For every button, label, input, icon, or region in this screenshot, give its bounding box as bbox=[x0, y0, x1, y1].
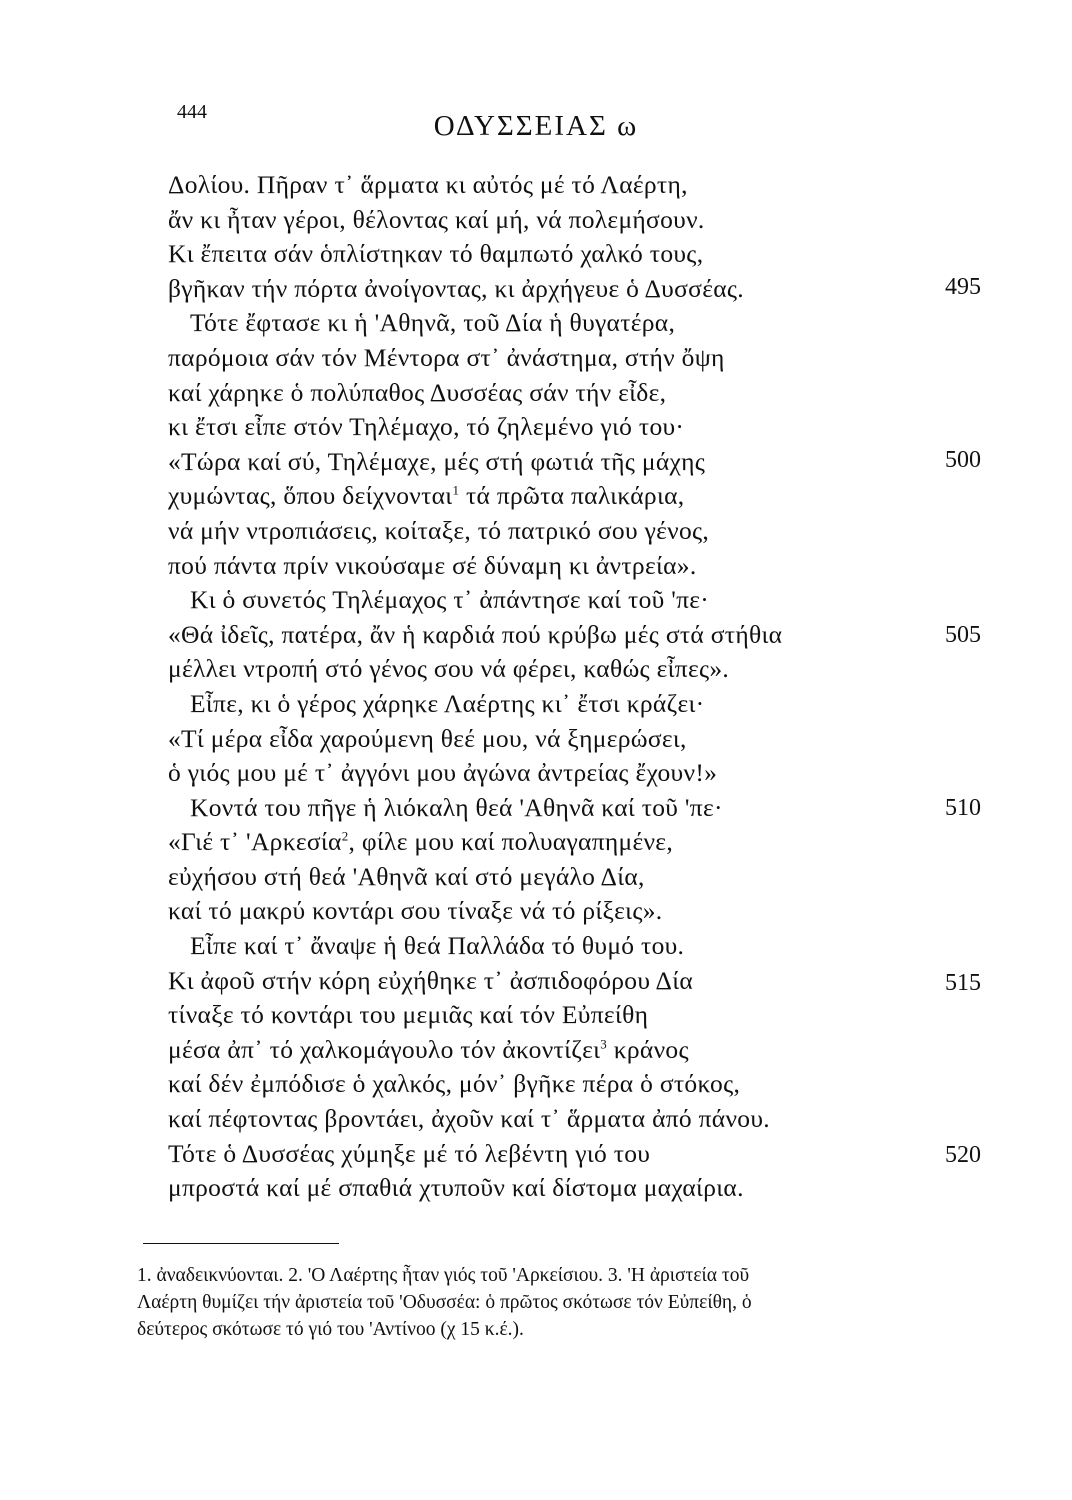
verse-text: «Τώρα καί σύ, Τηλέμαχε, μές στή φωτιά τῆς μάχης bbox=[168, 446, 706, 476]
verse-text: Εἶπε, κι ὁ γέρος χάρηκε Λαέρτης κι᾽ ἔτσι κράζει· bbox=[190, 688, 705, 718]
verse-text: καί δέν ἐμπόδισε ὁ χαλκός, μόν᾽ βγῆκε πέρα ὁ στόκος, bbox=[168, 1069, 741, 1099]
footnote-line: 1. ἀναδεικνύονται. 2. 'Ο Λαέρτης ἦταν γιός τοῦ 'Αρκείσιου. 3. 'Η ἀριστεία τοῦ bbox=[137, 1265, 750, 1286]
verse-text: Τότε ἔφτασε κι ἡ 'Αθηνᾶ, τοῦ Δία ἡ θυγατέρα, bbox=[190, 308, 676, 338]
verse-line bbox=[168, 341, 868, 376]
verse-line bbox=[168, 964, 868, 999]
verse-text: «Γιέ τ᾽ 'Αρκεσία bbox=[168, 827, 342, 857]
verse-text: μέσα ἀπ᾽ τό χαλκομάγουλο τόν ἀκοντίζει bbox=[168, 1034, 601, 1064]
verse-text: Κοντά του πῆγε ἡ λιόκαλη θεά 'Αθηνᾶ καί τοῦ 'πε· bbox=[190, 792, 723, 822]
verse-text-cont: , φίλε μου καί πολυαγαπημένε, bbox=[348, 827, 673, 857]
verse-text: ὁ γιός μου μέ τ᾽ ἀγγόνι μου ἀγώνα ἀντρείας ἔχουν!» bbox=[168, 758, 718, 788]
verse-block bbox=[168, 168, 868, 1206]
verse-line bbox=[168, 722, 868, 757]
verse-text: Τότε ὁ Δυσσέας χύμηξε μέ τό λεβέντη γιό του bbox=[168, 1138, 651, 1168]
verse-line bbox=[168, 168, 868, 203]
footnote-rule bbox=[143, 1243, 339, 1244]
footnotes bbox=[137, 1262, 987, 1343]
verse-text: Δολίου. Πῆραν τ᾽ ἅρματα κι αὐτός μέ τό Λαέρτη, bbox=[168, 170, 688, 199]
line-number-520: 520 bbox=[945, 1142, 981, 1168]
verse-line bbox=[168, 445, 868, 480]
verse-line bbox=[168, 1102, 868, 1137]
line-number-505: 505 bbox=[945, 622, 981, 648]
verse-line bbox=[168, 860, 868, 895]
verse-text: κι ἔτσι εἶπε στόν Τηλέμαχο, τό ζηλεμένο γιό του· bbox=[168, 412, 685, 442]
verse-line bbox=[168, 894, 868, 929]
footnote-marker: 2 bbox=[341, 828, 349, 844]
verse-text: ἄν κι ἦταν γέροι, θέλοντας καί μή, νά πολεμήσουν. bbox=[168, 204, 705, 234]
verse-line bbox=[168, 1137, 868, 1172]
verse-text-cont: κράνος bbox=[607, 1034, 689, 1064]
verse-line bbox=[168, 549, 868, 584]
verse-line bbox=[168, 410, 868, 445]
running-head: ΟΔΥΣΣΕΙΑΣ ω bbox=[433, 110, 639, 142]
verse-line bbox=[168, 306, 868, 341]
verse-line bbox=[168, 825, 868, 860]
verse-text: Κι ἔπειτα σάν ὁπλίστηκαν τό θαμπωτό χαλκό τους, bbox=[168, 239, 704, 269]
verse-line bbox=[168, 237, 868, 272]
verse-line bbox=[168, 756, 868, 791]
verse-text: καί τό μακρύ κοντάρι σου τίναξε νά τό ρίξεις». bbox=[168, 896, 663, 926]
verse-text: «Τί μέρα εἶδα χαρούμενη θεέ μου, νά ξημερώσει, bbox=[168, 723, 687, 753]
verse-line bbox=[168, 479, 868, 514]
verse-line bbox=[168, 998, 868, 1033]
verse-line bbox=[168, 791, 868, 826]
verse-text: βγῆκαν τήν πόρτα ἀνοίγοντας, κι ἀρχήγευε ὁ Δυσσέας. bbox=[168, 273, 744, 303]
verse-line bbox=[168, 376, 868, 411]
verse-line bbox=[168, 618, 868, 653]
verse-line bbox=[168, 929, 868, 964]
verse-line bbox=[168, 687, 868, 722]
line-number-500: 500 bbox=[945, 447, 981, 473]
verse-line bbox=[168, 583, 868, 618]
verse-line bbox=[168, 1067, 868, 1102]
verse-text: νά μήν ντροπιάσεις, κοίταξε, τό πατρικό σου γένος, bbox=[168, 515, 710, 545]
verse-text: «Θά ἰδεῖς, πατέρα, ἄν ἡ καρδιά πού κρύβω μές στά στήθια bbox=[168, 619, 783, 649]
verse-line bbox=[168, 203, 868, 238]
verse-line bbox=[168, 1171, 868, 1206]
verse-text: εὐχήσου στή θεά 'Αθηνᾶ καί στό μεγάλο Δία, bbox=[168, 861, 645, 891]
verse-text: παρόμοια σάν τόν Μέντορα στ᾽ ἀνάστημα, στήν ὄψη bbox=[168, 342, 725, 372]
verse-text: καί πέφτοντας βροντάει, ἀχοῦν καί τ᾽ ἅρματα ἀπό πάνου. bbox=[168, 1104, 770, 1134]
footnote-marker: 1 bbox=[452, 482, 460, 498]
verse-line bbox=[168, 1033, 868, 1068]
verse-text: Κι ὁ συνετός Τηλέμαχος τ᾽ ἀπάντησε καί τοῦ 'πε· bbox=[190, 585, 710, 615]
footnote-line: Λαέρτη θυμίζει τήν ἀριστεία τοῦ 'Οδυσσέα: ὁ πρῶτος σκότωσε τόν Εὐπείθη, ὁ bbox=[137, 1292, 752, 1313]
line-number-515: 515 bbox=[945, 970, 981, 996]
verse-text-cont: τά πρῶτα παλικάρια, bbox=[459, 481, 685, 511]
verse-text: πού πάντα πρίν νικούσαμε σέ δύναμη κι ἀντρεία». bbox=[168, 550, 697, 580]
page-number: 444 bbox=[177, 101, 207, 123]
verse-text: χυμώντας, ὅπου δείχνονται bbox=[168, 481, 453, 511]
line-number-495: 495 bbox=[945, 274, 981, 300]
verse-text: Κι ἀφοῦ στήν κόρη εὐχήθηκε τ᾽ ἀσπιδοφόρου Δία bbox=[168, 965, 694, 995]
verse-text: τίναξε τό κοντάρι του μεμιᾶς καί τόν Εὐπείθη bbox=[168, 1000, 649, 1030]
verse-text: μπροστά καί μέ σπαθιά χτυποῦν καί δίστομα μαχαίρια. bbox=[168, 1173, 744, 1203]
verse-line bbox=[168, 514, 868, 549]
verse-text: Εἶπε καί τ᾽ ἄναψε ἡ θεά Παλλάδα τό θυμό του. bbox=[190, 931, 685, 961]
footnote-line: δεύτερος σκότωσε τό γιό του 'Αντίνοο (χ 15 κ.έ.). bbox=[137, 1319, 524, 1340]
verse-text: καί χάρηκε ὁ πολύπαθος Δυσσέας σάν τήν εἶδε, bbox=[168, 377, 667, 407]
verse-line bbox=[168, 272, 868, 307]
footnote-marker: 3 bbox=[600, 1036, 608, 1052]
verse-text: μέλλει ντροπή στό γένος σου νά φέρει, καθώς εἶπες». bbox=[168, 654, 730, 684]
line-number-510: 510 bbox=[945, 795, 981, 821]
verse-line bbox=[168, 652, 868, 687]
